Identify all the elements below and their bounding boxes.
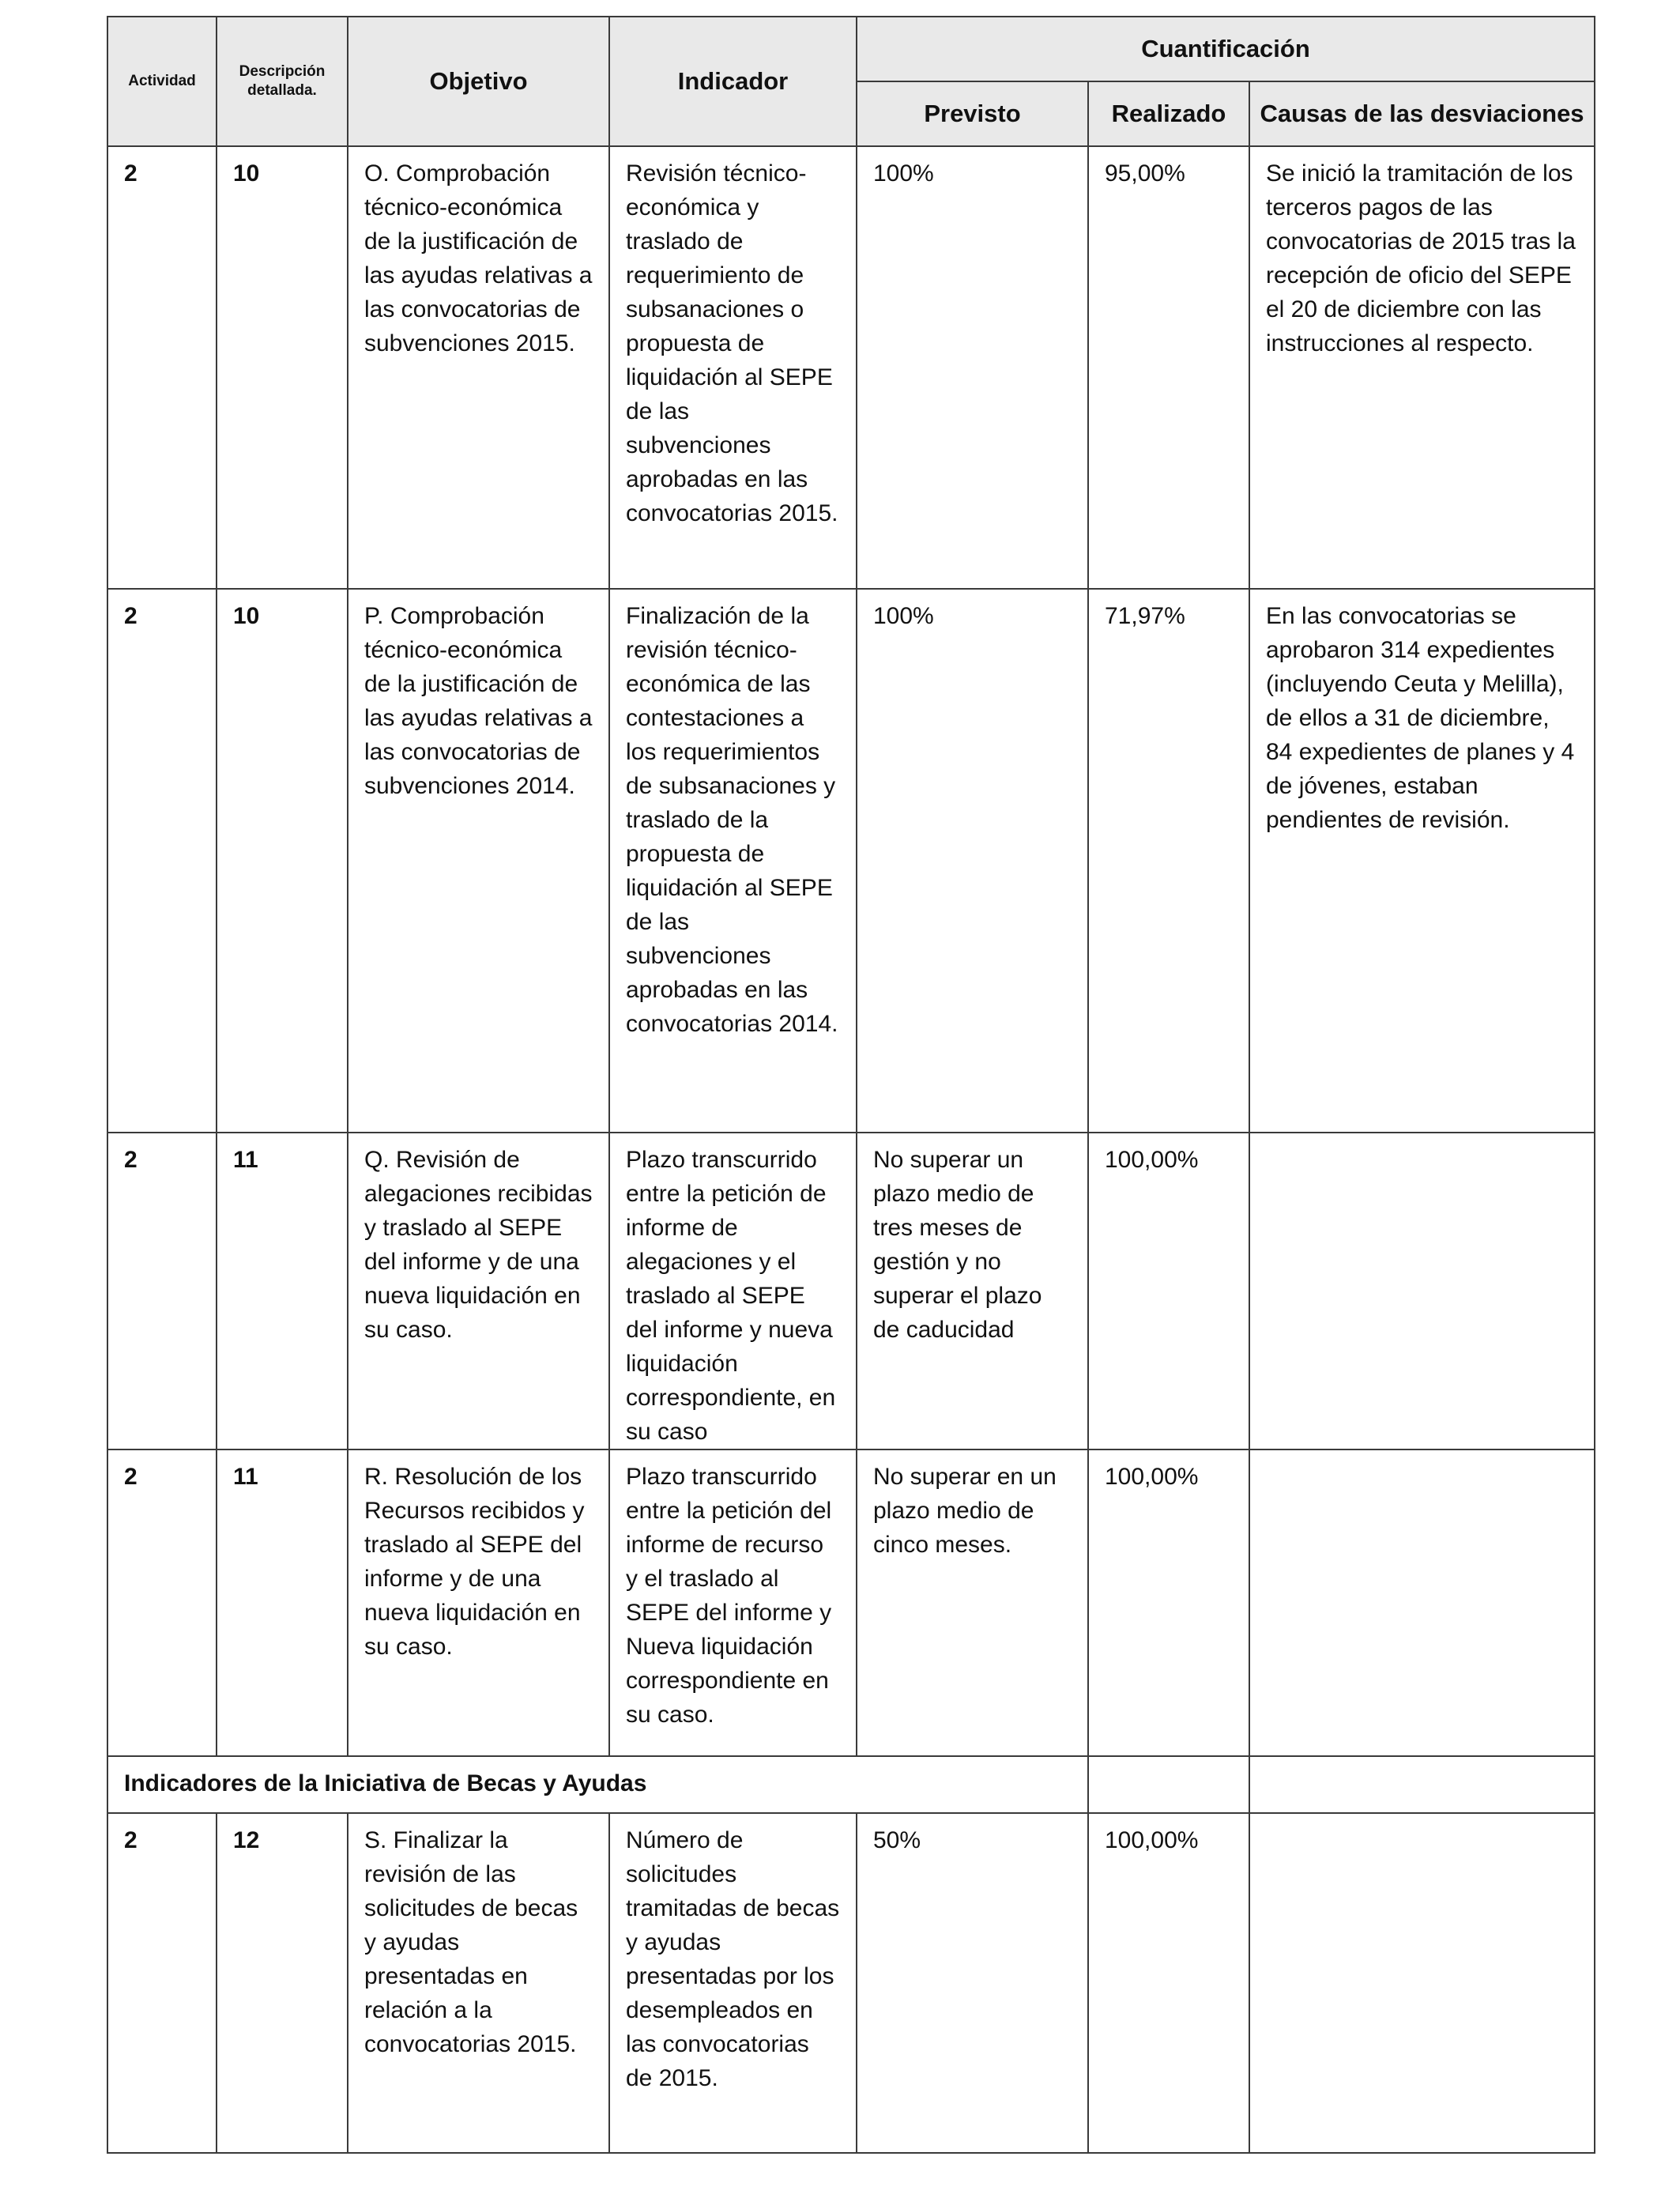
indicators-table xyxy=(107,16,1595,2154)
cell-actividad: 2 xyxy=(107,146,217,589)
section-empty-causas xyxy=(1249,1756,1595,1813)
table-row xyxy=(107,1449,1595,1756)
cell-actividad: 2 xyxy=(107,1813,217,2153)
cell-previsto: 100% xyxy=(857,146,1088,589)
cell-previsto: No superar un plazo medio de tres meses de gestión y no superar el plazo de caducidad xyxy=(857,1133,1088,1449)
cell-realizado: 100,00% xyxy=(1088,1813,1249,2153)
cell-realizado: 100,00% xyxy=(1088,1449,1249,1756)
header-causas: Causas de las desviaciones xyxy=(1249,81,1595,146)
cell-previsto: 100% xyxy=(857,589,1088,1133)
cell-descripcion: 11 xyxy=(217,1449,348,1756)
cell-indicador: Plazo transcurrido entre la petición de informe de alegaciones y el traslado al SEPE del informe y nueva liquidación correspondiente, en su caso xyxy=(609,1133,857,1449)
header-indicador: Indicador xyxy=(609,17,857,146)
header-objetivo: Objetivo xyxy=(348,17,609,146)
cell-indicador: Revisión técnico-económica y traslado de requerimiento de subsanaciones o propuesta de liquidación al SEPE de las subvenciones aprobadas en las convocatorias 2015. xyxy=(609,146,857,589)
cell-realizado: 95,00% xyxy=(1088,146,1249,589)
header-descripcion: Descripción detallada. xyxy=(217,17,348,146)
header-actividad: Actividad xyxy=(107,17,217,146)
cell-realizado: 100,00% xyxy=(1088,1133,1249,1449)
cell-descripcion: 10 xyxy=(217,589,348,1133)
cell-indicador: Número de solicitudes tramitadas de becas y ayudas presentadas por los desempleados en las convocatorias de 2015. xyxy=(609,1813,857,2153)
cell-objetivo: Q. Revisión de alegaciones recibidas y traslado al SEPE del informe y de una nueva liquidación en su caso. xyxy=(348,1133,609,1449)
cell-previsto: No superar en un plazo medio de cinco meses. xyxy=(857,1449,1088,1756)
header-previsto: Previsto xyxy=(857,81,1088,146)
cell-objetivo: S. Finalizar la revisión de las solicitudes de becas y ayudas presentadas en relación a la convocatorias 2015. xyxy=(348,1813,609,2153)
cell-realizado: 71,97% xyxy=(1088,589,1249,1133)
cell-actividad: 2 xyxy=(107,589,217,1133)
section-empty-realizado xyxy=(1088,1756,1249,1813)
cell-actividad: 2 xyxy=(107,1133,217,1449)
header-row xyxy=(107,17,1595,81)
section-row xyxy=(107,1756,1595,1813)
cell-causas: En las convocatorias se aprobaron 314 expedientes (incluyendo Ceuta y Melilla), de ellos a 31 de diciembre, 84 expedientes de planes y 4 de jóvenes, estaban pendientes de revisión. xyxy=(1249,589,1595,1133)
cell-indicador: Plazo transcurrido entre la petición del informe de recurso y el traslado al SEPE del informe y Nueva liquidación correspondiente en su caso. xyxy=(609,1449,857,1756)
table-row xyxy=(107,1133,1595,1449)
cell-descripcion: 11 xyxy=(217,1133,348,1449)
cell-objetivo: O. Comprobación técnico-económica de la justificación de las ayudas relativas a las convocatorias de subvenciones 2015. xyxy=(348,146,609,589)
cell-indicador: Finalización de la revisión técnico-económica de las contestaciones a los requerimientos de subsanaciones y traslado de la propuesta de liquidación al SEPE de las subvenciones aprobadas en las convocatorias 2014. xyxy=(609,589,857,1133)
cell-causas xyxy=(1249,1133,1595,1449)
table-row xyxy=(107,1813,1595,2153)
cell-descripcion: 10 xyxy=(217,146,348,589)
cell-objetivo: R. Resolución de los Recursos recibidos y traslado al SEPE del informe y de una nueva liquidación en su caso. xyxy=(348,1449,609,1756)
header-realizado: Realizado xyxy=(1088,81,1249,146)
table-row xyxy=(107,589,1595,1133)
table-row xyxy=(107,146,1595,589)
section-title: Indicadores de la Iniciativa de Becas y Ayudas xyxy=(107,1756,1088,1813)
cell-objetivo: P. Comprobación técnico-económica de la justificación de las ayudas relativas a las convocatorias de subvenciones 2014. xyxy=(348,589,609,1133)
cell-previsto: 50% xyxy=(857,1813,1088,2153)
cell-causas xyxy=(1249,1449,1595,1756)
cell-causas: Se inició la tramitación de los terceros pagos de las convocatorias de 2015 tras la recepción de oficio del SEPE el 20 de diciembre con las instrucciones al respecto. xyxy=(1249,146,1595,589)
cell-descripcion: 12 xyxy=(217,1813,348,2153)
header-cuantificacion: Cuantificación xyxy=(857,17,1595,81)
cell-causas xyxy=(1249,1813,1595,2153)
cell-actividad: 2 xyxy=(107,1449,217,1756)
